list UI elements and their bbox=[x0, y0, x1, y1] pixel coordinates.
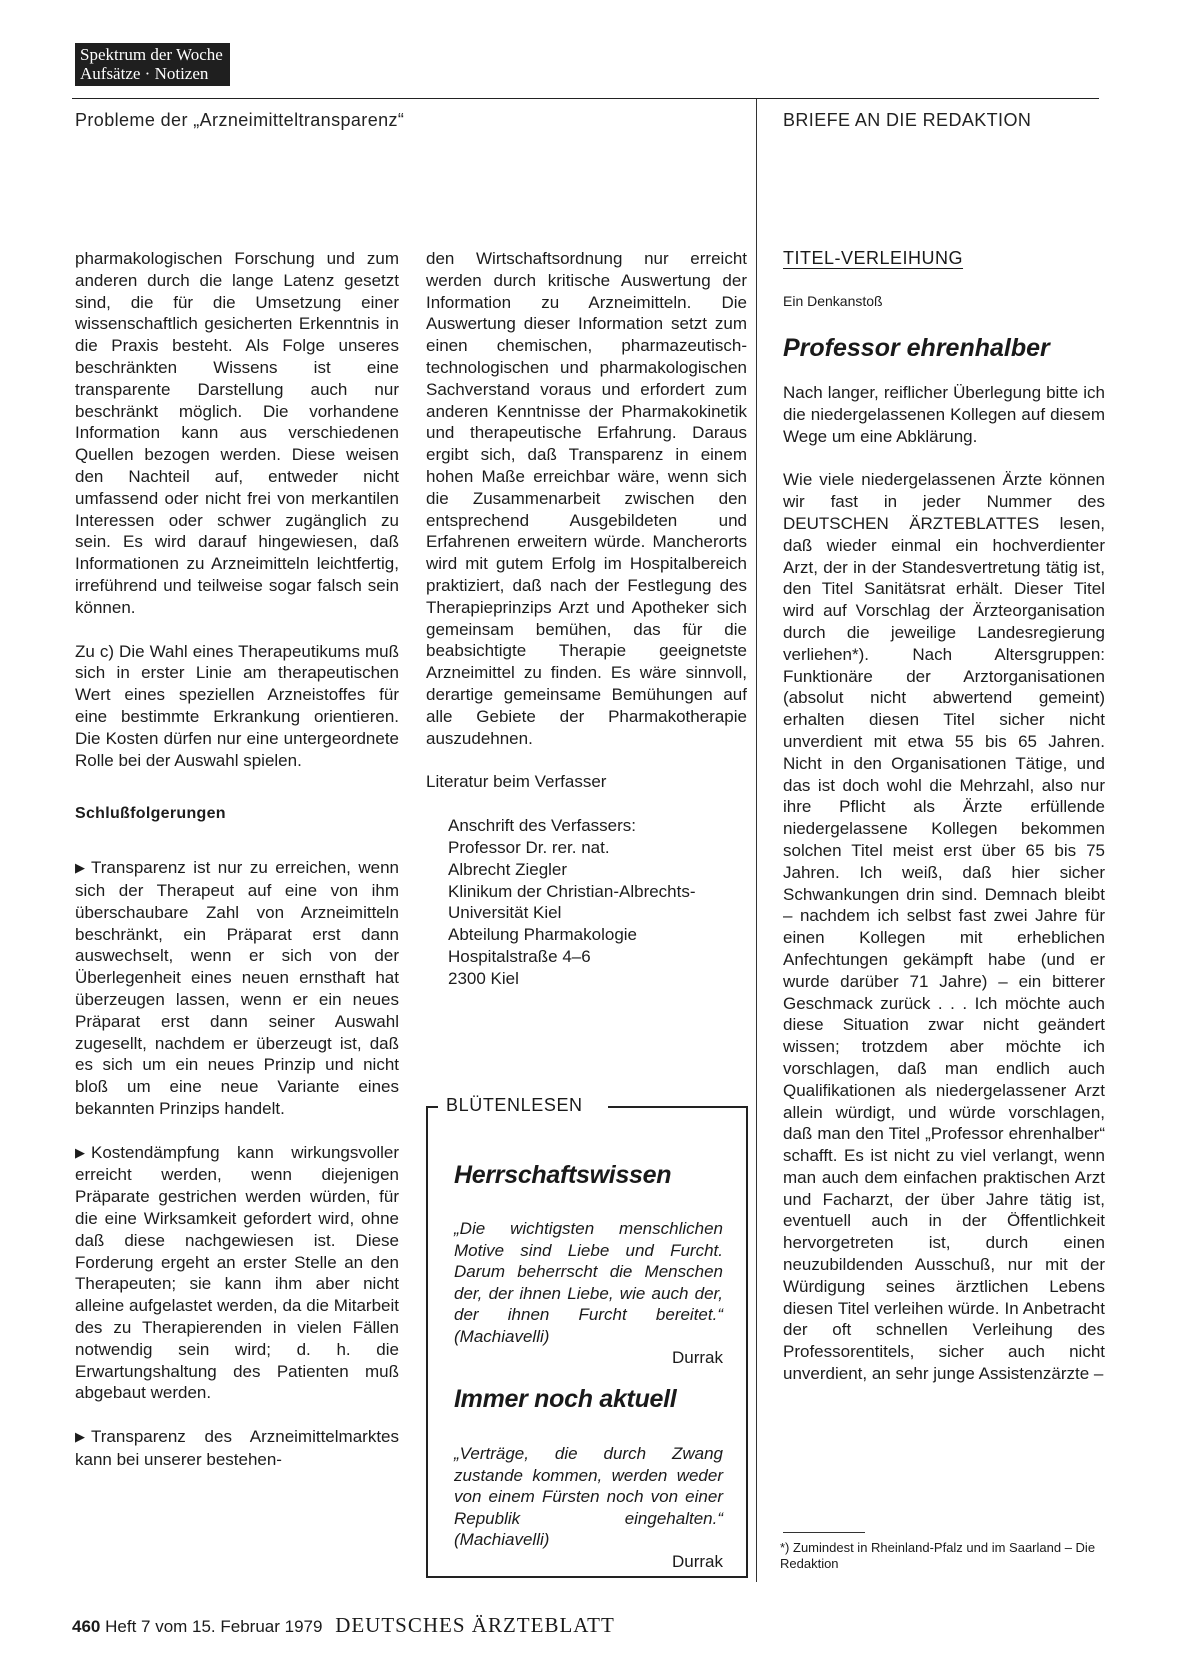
letter-topic: TITEL-VERLEIHUNG bbox=[783, 248, 964, 268]
issue-info: Heft 7 vom 15. Februar 1979 bbox=[105, 1617, 323, 1636]
paragraph: den Wirtschaftsordnung nur erreicht werden durch kritische Auswertung der Information zu Arzneimitteln. Die Auswertung dieser Information setzt zum einen chemischen, pharmazeutisch-technologischen und pharmakologischen Sachverstand voraus und erfordert zum anderen Kenntnisse der Pharmakokinetik und therapeutische Erfahrung. Daraus ergibt sich, daß Transparenz in einem hohen Maße erreichbar wäre, wenn sich die Zusammenarbeit zwischen den entsprechend Ausgebildeten und Erfahrenen erweitern würde. Mancherorts wird mit gutem Erfolg im Hospitalbereich praktiziert, daß nach der Festlegung des Therapieprinzips Arzt und Apotheker sich gemeinsam bemühen, das für die beabsichtigte Therapie geeignetste Arzneimittel zu finden. Es wäre sinnvoll, derartige gemeinsame Bemühungen auf alle Gebiete der Pharmakotherapie auszudehnen. bbox=[426, 249, 747, 748]
address-line: Abteilung Pharmakologie bbox=[448, 925, 638, 945]
bullet-paragraph bbox=[75, 1142, 399, 1405]
letter-title: Professor ehrenhalber bbox=[783, 334, 1050, 362]
letter-column bbox=[783, 382, 1105, 1385]
triangle-bullet-icon: ▶ bbox=[75, 860, 85, 876]
address-line: Anschrift des Verfassers: bbox=[448, 816, 637, 836]
bullet-paragraph bbox=[75, 1426, 399, 1471]
paragraph: pharmakologischen Forschung und zum anderen durch die lange Latenz gesetzt sind, die für die Umsetzung einer wissenschaftlich gesicherten Erkenntnis in die Praxis besteht. Als Folge unseres beschränkten Wissens ist eine transparente Darstellung auch nur beschränkt möglich. Die vorhandene Information kann aus verschiedenen Quellen bezogen werden. Diese weisen den Nachteil auf, entweder nicht umfassend oder nicht frei von merkantilen Interessen oder schwer zugänglich zu sein. Es wird darauf hingewiesen, daß Informationen zu Arzneimitteln leichtfertig, irreführend und teilweise sogar falsch sein können. bbox=[75, 249, 399, 617]
address-line: 2300 Kiel bbox=[448, 968, 519, 988]
running-title-left: Probleme der „Arzneimitteltransparenz“ bbox=[75, 110, 405, 130]
section-badge-line-1: Spektrum der Woche bbox=[80, 45, 223, 64]
quote-text: „Verträge, die durch Zwang zustande kommen, werden weder von einem Fürsten noch von einer Republik eingehalten.“ (Machiavelli) bbox=[454, 1444, 723, 1549]
paragraph: Wie viele niedergelassenen Ärzte können wir fast in jeder Nummer des DEUTSCHEN ÄRZTEBLATTES lesen, daß wieder einmal ein hochverdienter Arzt, der in der Standesvertretung tätig ist, den Titel Sanitätsrat erhält. Dieser Titel wird auf Vorschlag der Ärzteorganisation durch die jeweilige Landesregierung verliehen*). Nach Altersgruppen: Funktionäre der Arztorganisationen (absolut nicht abwertend gemeint) erhalten diesen Titel sicher nicht unverdient mit etwa 55 bis 65 Jahren. Nicht in den Organisationen Tätige, und das ist doch wohl die Mehrzahl, also nur ihre Pflicht als Ärzte erfüllende niedergelassene Kollegen bekommen solchen Titel meist erst über 65 bis 75 Jahren. Ich weiß, daß hier sicher Schwankungen drin sind. Demnach bleibt – nachdem ich selbst fast zwei Jahre für einen Kollegen mit erheblichen Anfechtungen gekämpft habe (und er wurde darüber 71 Jahre) – ein bitterer Geschmack zurück . . . Ich möchte auch diese Situation zwar nicht geändert wissen; trotzdem aber möchte ich vorschlagen, daß man endlich auch Qualifikationen als niedergelassener Arzt allein würdigt, und würde vorschlagen, daß man den Titel „Professor ehrenhalber“ schafft. Es ist nicht zu viel verlangt, wenn man auch dem einfachen praktischen Arzt und Facharzt, der über Jahre tätig ist, eventuell auch in der Öffentlichkeit hervorgetreten ist, durch einen neuzubildenden Ausschuß, nur mit der Würdigung seines ärztlichen Lebens diesen Titel verleihen würde. In Anbetracht der oft schnellen Verleihung des Professorentitels, sicher auch nicht unverdient, an sehr junge Assistenzärzte – bbox=[783, 470, 1105, 1384]
article-column-1 bbox=[75, 248, 399, 1471]
address-line: Albrecht Ziegler bbox=[448, 859, 568, 879]
literature-note: Literatur beim Verfasser bbox=[426, 772, 607, 792]
article-column-2 bbox=[426, 248, 747, 990]
magazine-name: DEUTSCHES ÄRZTEBLATT bbox=[335, 1613, 615, 1637]
quote-heading: Herrschaftswissen bbox=[454, 1161, 672, 1189]
address-line: Professor Dr. rer. nat. bbox=[448, 837, 610, 857]
section-badge bbox=[75, 43, 230, 86]
quote-block bbox=[454, 1218, 723, 1369]
page-number: 460 bbox=[72, 1617, 101, 1636]
bullet-paragraph bbox=[75, 857, 399, 1120]
bullet-text: Transparenz ist nur zu erreichen, wenn sich der Therapeut auf eine von ihm überschaubare Zahl von Arzneimitteln beschränkt, ein Präparat erst dann auswechselt, wenn er sich von der Überlegenheit eines neuen ernsthaft hat überzeugen lassen, wenn er ein neues Präparat erst dann seiner Auswahl zugesellt, nachdem er überzeugt ist, daß es sich um ein neues Prinzip und nicht bloß um eine neue Variante eines bekannten Prinzips handelt. bbox=[75, 858, 399, 1118]
section-badge-line-2: Aufsätze · Notizen bbox=[80, 64, 209, 83]
box-label: BLÜTENLESEN bbox=[446, 1095, 583, 1115]
quote-block bbox=[454, 1443, 723, 1572]
footnote-rule bbox=[783, 1532, 865, 1533]
letter-kicker: Ein Denkanstoß bbox=[783, 293, 883, 309]
triangle-bullet-icon: ▶ bbox=[75, 1429, 85, 1445]
address-line: Klinikum der Christian-Albrechts- bbox=[448, 881, 696, 901]
paragraph: Zu c) Die Wahl eines Therapeutikums muß sich in erster Linie am therapeutischen Wert eines speziellen Arzneistoffes für eine bestimmte Erkrankung orientieren. Die Kosten dürfen nur eine untergeordnete Rolle bei der Auswahl spielen. bbox=[75, 641, 399, 770]
paragraph: Nach langer, reiflicher Überlegung bitte ich die niedergelassenen Kollegen auf diesem Wege um eine Abklärung. bbox=[783, 383, 1105, 446]
bullet-text: Transparenz des Arzneimittelmarktes kann bei unserer bestehen- bbox=[75, 1427, 399, 1470]
bullet-text: Kostendämpfung kann wirkungsvoller erreicht werden, wenn diejenigen Präparate gestrichen werden würden, für die eine Wirksamkeit gefordert wird, ohne daß diese nachgewiesen ist. Diese Forderung ergeht an erster Stelle an den Therapeuten; sie kann ihm aber nicht alleine aufgelastet werden, da die Mitarbeit des zu Therapierenden in vielen Fällen notwendig sein wird; d. h. die Erwartungshaltung des Patienten muß abgebaut werden. bbox=[75, 1142, 399, 1403]
bluetenlesen-box bbox=[426, 1095, 748, 1578]
triangle-bullet-icon: ▶ bbox=[75, 1144, 85, 1160]
page-footer bbox=[72, 1613, 615, 1638]
quote-author: Durrak bbox=[671, 1348, 723, 1367]
subheading: Schlußfolgerungen bbox=[75, 805, 226, 823]
running-title-right: BRIEFE AN DIE REDAKTION bbox=[783, 110, 1032, 130]
footnote: *) Zumindest in Rheinland-Pfalz und im Saarland – Die Redaktion bbox=[780, 1540, 1096, 1571]
quote-author: Durrak bbox=[671, 1551, 723, 1571]
address-line: Hospitalstraße 4–6 bbox=[448, 946, 591, 966]
author-address bbox=[448, 815, 747, 989]
column-divider bbox=[756, 99, 757, 1582]
header-rule bbox=[72, 98, 1099, 99]
quote-text: „Die wichtigsten menschlichen Motive sind Liebe und Furcht. Darum beherrscht die Menschen der, der ihnen Liebe, wie auch der, der ihnen Furcht bereitet.“ (Machiavelli) bbox=[454, 1219, 723, 1346]
address-line: Universität Kiel bbox=[448, 903, 562, 923]
quote-heading: Immer noch aktuell bbox=[454, 1385, 677, 1413]
